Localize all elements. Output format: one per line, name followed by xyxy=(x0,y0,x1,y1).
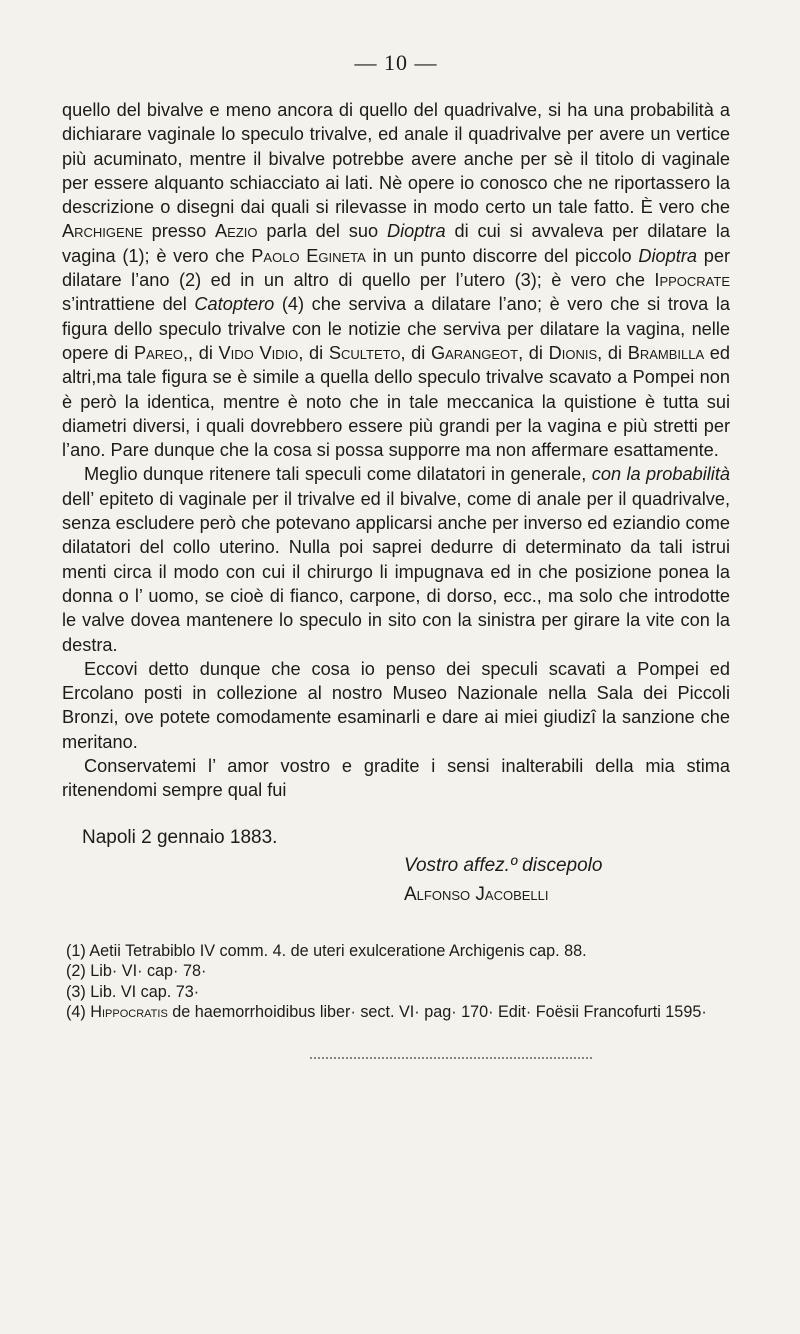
footnote-1: (1) Aetii Tetrabiblo IV comm. 4. de uteri exulceratione Archigenis cap. 88. xyxy=(66,941,587,960)
text-run: in un punto discorre del piccolo xyxy=(365,245,639,266)
author-name: Alfonso Jacobelli xyxy=(404,883,549,905)
text-run: , di xyxy=(518,342,549,363)
name-sculteto: Sculteto xyxy=(328,342,401,363)
text-run: parla del suo xyxy=(257,221,387,242)
footnote-3: (3) Lib. VI cap. 73· xyxy=(66,982,200,1001)
name-archigene: Archigene xyxy=(62,221,143,242)
name-brambilla: Brambilla xyxy=(627,342,705,363)
term-dioptra: Dioptra xyxy=(638,245,697,266)
term-dioptra: Dioptra xyxy=(386,221,446,242)
main-text xyxy=(62,98,730,803)
text-run: dell’ epiteto di vaginale per il trivalve ed il bivalve, come di anale per il quadrivalve, senza escludere però che potevano applicarsi anche per inverso ed eziandio come dilatatori del collo uterino. Nulla poi saprei dedurre di determinato da tali istrui menti circa il modo con cui il chirurgo li impugnava ed in che posizione ponea la donna o l’ uomo, se cioè di fianco, carpone, di dorso, ecc., ma solo che introdotte le valve dovea mantenere lo speculo in sito con la sinistra per girare la vite con la destra. xyxy=(62,488,730,655)
dotted-separator xyxy=(310,1057,592,1059)
text-run: , di xyxy=(597,342,628,363)
text-run: ed altri,ma tale figura se è simile a quella dello speculo trivalve scavato a Pompei non è però la identica, mentre è noto che in tale meccanica la quistione è tutta sui diametri diversi, i quali dovrebbero essere più grandi per la vagina e più stretti per l’ano. Pare dunque che la cosa si possa supporre ma non affermare esattamente. xyxy=(62,342,731,461)
text-run: Meglio dunque ritenere tali speculi come dilatatori in generale, xyxy=(84,464,592,485)
paragraph-3: Eccovi detto dunque che cosa io penso dei speculi scavati a Pompei ed Ercolano posti in collezione al nostro Museo Nazionale nella Sala dei Piccoli Bronzi, ove potete comodamente esaminarli e dare ai miei giudizî la sanzione che meritano. xyxy=(62,658,730,752)
paragraph-1 xyxy=(62,98,730,462)
name-dionis: Dionis xyxy=(548,342,598,363)
paragraph-4: Conservatemi l’ amor vostro e gradite i sensi inalterabili della mia stima ritenendomi sempre qual fui xyxy=(62,756,730,801)
name-aezio: Aezio xyxy=(215,221,258,242)
text-run: s’intrattiene del xyxy=(62,294,195,315)
footnote-2: (2) Lib· VI· cap· 78· xyxy=(66,962,207,981)
name-garangeot: Garangeot xyxy=(430,342,519,363)
text-run: presso xyxy=(142,221,216,242)
name-ippocrate: Ippocrate xyxy=(654,270,730,291)
footnotes xyxy=(62,941,730,1023)
name-vido-vidio: Vido Vidio xyxy=(218,342,299,363)
text-run: di cui si avvaleva per dilatare la vagina (1); è vero che xyxy=(62,221,730,266)
closing-salutation: Vostro affez.º discepolo xyxy=(404,854,603,876)
name-pareo: Pareo, xyxy=(133,342,189,363)
page-number: — 10 — xyxy=(354,50,438,75)
text-run: , di xyxy=(188,342,219,363)
text-run: (4) xyxy=(66,1003,91,1022)
name-paolo-egineta: Paolo Egineta xyxy=(251,245,366,266)
phrase-con-la-probabilita: con la probabilità xyxy=(591,464,730,485)
signature-block xyxy=(62,827,730,923)
term-catoptero: Catoptero xyxy=(194,294,275,315)
date-line: Napoli 2 gennaio 1883. xyxy=(82,826,278,848)
text-run: quello del bivalve e meno ancora di quello del quadrivalve, si ha una probabilità a dichiarare vaginale lo speculo trivalve, ed anale il quadrivalve per avere un vertice più acuminato, mentre il bivalve potrebbe avere anche per sè il titolo di vaginale per essere alquanto schiacciato ai lati. Nè opere io conosco che ne riportassero la descrizione o disegni dai quali si rilevasse in modo certo un tale fatto. È vero che xyxy=(62,100,730,218)
name-hippocratis: Hippocratis xyxy=(90,1003,168,1022)
text-run: , di xyxy=(400,342,431,363)
text-run: per dilatare l’ano (2) ed in un altro di quello per l’utero (3); è vero che xyxy=(62,245,731,291)
text-run: , di xyxy=(298,342,329,363)
footnote-4 xyxy=(62,1002,730,1023)
paragraph-2 xyxy=(62,462,730,656)
text-run: (4) che serviva a dilatare l’ano; è vero che si trova la figura dello speculo trivalve con le notizie che serviva per dilatare la vagina, nelle opere di xyxy=(62,294,730,363)
text-run: de haemorrhoidibus liber· sect. VI· pag· 170· Edit· Foësii Francofurti 1595· xyxy=(167,1003,707,1022)
